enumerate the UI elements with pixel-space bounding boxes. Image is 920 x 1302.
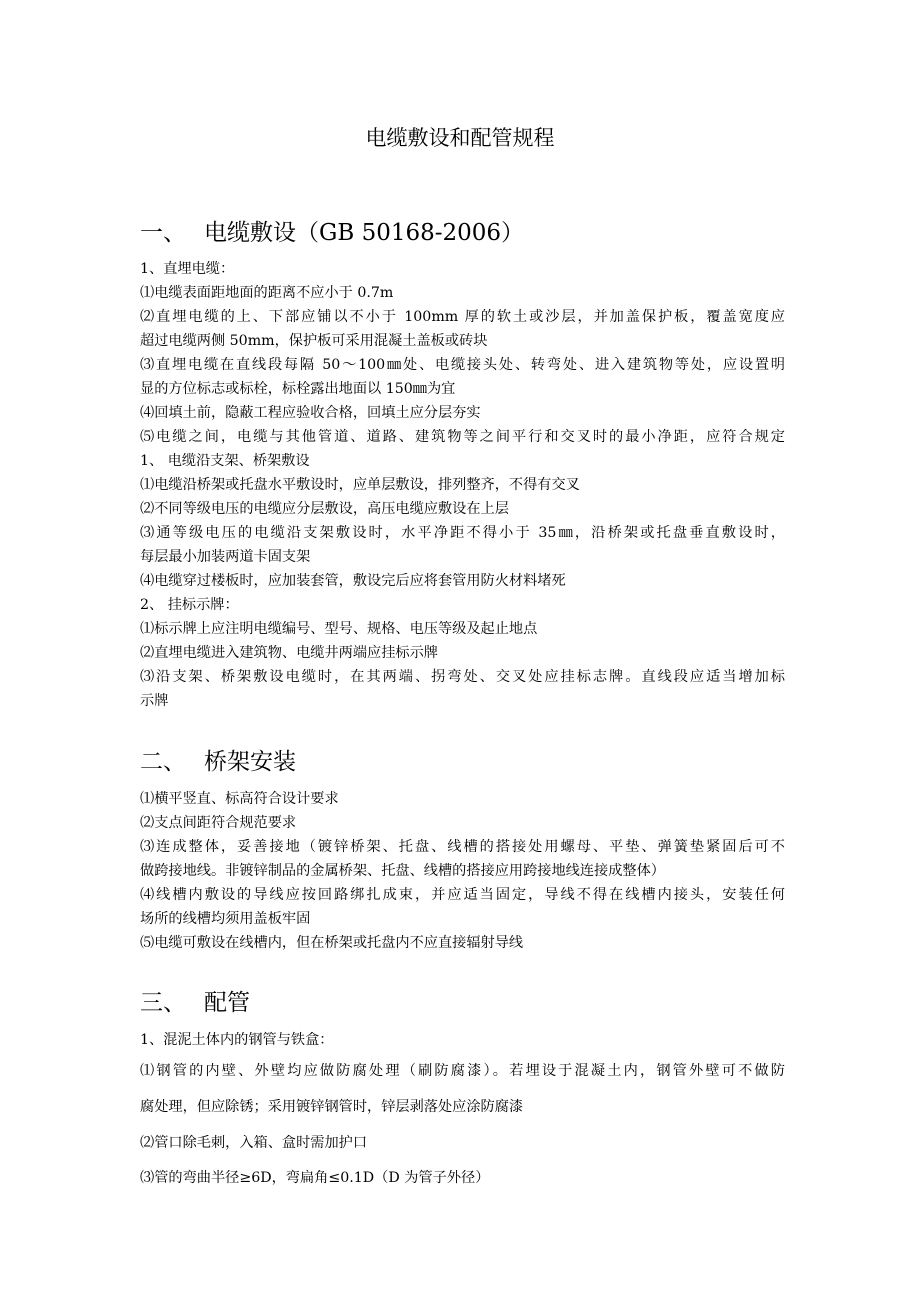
paragraph-line: ⑵直埋电缆的上、下部应铺以不小于 100mm 厚的软土或沙层，并加盖保护板，覆盖宽度应 bbox=[140, 309, 785, 325]
section-title: 配管 bbox=[204, 990, 250, 1016]
paragraph-line: 显的方位标志或标栓，标栓露出地面以 150㎜为宜 bbox=[140, 381, 456, 397]
paragraph-line: ⑴钢管的内壁、外壁均应做防腐处理（刷防腐漆）。若埋设于混凝土内，钢管外壁可不做防 bbox=[140, 1063, 785, 1079]
paragraph-line: 做跨接地线。非镀锌制品的金属桥架、托盘、线槽的搭接应用跨接地线连接成整体） bbox=[140, 863, 665, 879]
section-title: 桥架安装 bbox=[204, 749, 296, 775]
section-number: 二、 bbox=[140, 749, 186, 775]
paragraph-line: ⑸电缆之间，电缆与其他管道、道路、建筑物等之间平行和交叉时的最小净距，应符合规定 bbox=[140, 429, 785, 445]
paragraph-line: ⑵直埋电缆进入建筑物、电缆井两端应挂标示牌 bbox=[140, 645, 438, 661]
paragraph-line: ⑴横平竖直、标高符合设计要求 bbox=[140, 791, 339, 807]
paragraph-line: ⑷回填土前，隐蔽工程应验收合格，回填土应分层夯实 bbox=[140, 405, 481, 421]
section-number: 三、 bbox=[140, 990, 186, 1016]
paragraph-line: ⑶连成整体，妥善接地（镀锌桥架、托盘、线槽的搭接处用螺母、平垫、弹簧垫紧固后可不 bbox=[140, 839, 785, 855]
paragraph-line: ⑵不同等级电压的电缆应分层敷设，高压电缆应敷设在上层 bbox=[140, 501, 509, 517]
paragraph-line: 示牌 bbox=[140, 693, 169, 709]
section-title: 电缆敷设（GB 50168-2006） bbox=[204, 220, 525, 246]
paragraph-line: ⑸电缆可敷设在线槽内，但在桥架或托盘内不应直接辐射导线 bbox=[140, 935, 524, 951]
paragraph-line: ⑷电缆穿过楼板时，应加装套管，敷设完后应将套管用防火材料堵死 bbox=[140, 573, 566, 589]
section-heading-piping bbox=[140, 988, 250, 1018]
paragraph-line: 腐处理，但应除锈；采用镀锌钢管时，锌层剥落处应涂防腐漆 bbox=[140, 1099, 524, 1115]
paragraph-line: 超过电缆两侧 50mm，保护板可采用混凝土盖板或砖块 bbox=[140, 333, 488, 349]
paragraph-line: ⑶直埋电缆在直线段每隔 50～100㎜处、电缆接头处、转弯处、进入建筑物等处，应设置明 bbox=[140, 357, 785, 373]
paragraph-line: 场所的线槽均须用盖板牢固 bbox=[140, 911, 311, 927]
paragraph-line: ⑵管口除毛刺，入箱、盒时需加护口 bbox=[140, 1135, 368, 1151]
section-heading-bridge-installation bbox=[140, 747, 296, 777]
paragraph-line: ⑴电缆表面距地面的距离不应小于 0.7m bbox=[140, 285, 394, 301]
section-number: 一、 bbox=[140, 220, 186, 246]
paragraph-line: 1、混泥土体内的钢管与铁盒： bbox=[140, 1032, 334, 1048]
paragraph-line: 2、 挂标示牌： bbox=[140, 597, 239, 613]
paragraph-line: ⑴电缆沿桥架或托盘水平敷设时，应单层敷设，排列整齐，不得有交叉 bbox=[140, 477, 580, 493]
paragraph-line: ⑷线槽内敷设的导线应按回路绑扎成束，并应适当固定，导线不得在线槽内接头，安装任何 bbox=[140, 887, 785, 903]
document-title: 电缆敷设和配管规程 bbox=[365, 126, 555, 150]
paragraph-line: 每层最小加装两道卡固支架 bbox=[140, 549, 311, 565]
paragraph-line: ⑵支点间距符合规范要求 bbox=[140, 815, 297, 831]
paragraph-line: 1、直埋电缆： bbox=[140, 261, 235, 277]
paragraph-line: ⑴标示牌上应注明电缆编号、型号、规格、电压等级及起止地点 bbox=[140, 621, 538, 637]
section-heading-cable-laying bbox=[140, 218, 524, 248]
paragraph-line: ⑶通等级电压的电缆沿支架敷设时，水平净距不得小于 35㎜，沿桥架或托盘垂直敷设时， bbox=[140, 525, 785, 541]
paragraph-line: ⑶沿支架、桥架敷设电缆时，在其两端、拐弯处、交叉处应挂标志牌。直线段应适当增加标 bbox=[140, 669, 785, 685]
paragraph-line: ⑶管的弯曲半径≥6D，弯扁角≤0.1D（D 为管子外径） bbox=[140, 1170, 490, 1186]
paragraph-line: 1、 电缆沿支架、桥架敷设 bbox=[140, 453, 310, 469]
